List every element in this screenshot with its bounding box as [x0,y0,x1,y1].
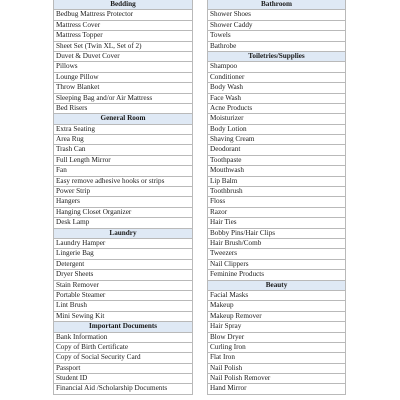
checklist-item-label: Flat Iron [210,353,235,362]
checklist-item [54,52,192,62]
checklist-item-label: Tweezers [210,249,238,258]
checklist-item-label: Facial Masks [210,290,249,299]
checklist-item [208,343,345,353]
checklist-item-label: Lip Balm [210,176,238,185]
checklist-item [208,239,345,249]
checklist-item [208,270,345,280]
checklist-item [208,62,345,72]
section-header-bedding: Bedding [54,0,192,10]
checklist-item [208,10,345,20]
checklist-item [54,21,192,31]
checklist-item-label: Mouthwash [210,166,244,175]
checklist-item [208,104,345,114]
checklist-item-label: Easy remove adhesive hooks or strips [56,176,165,185]
checklist-item [54,94,192,104]
checklist-item-label: Mattress Topper [56,31,103,40]
checklist-item [54,197,192,207]
checklist-item-label: Detergent [56,259,85,268]
checklist-item [208,374,345,384]
checklist-item [208,177,345,187]
checklist-item [208,260,345,270]
checklist-item-label: Nail Polish [210,363,243,372]
checklist-item [54,270,192,280]
section-header-toiletries-supplies: Toiletries/Supplies [208,52,345,62]
checklist-item-label: Duvet & Duvet Cover [56,51,120,60]
checklist-item [208,156,345,166]
checklist-item [54,364,192,374]
checklist-item-label: Bathrobe [210,41,237,50]
checklist-item [54,187,192,197]
checklist-item [54,73,192,83]
checklist-item-label: Laundry Hamper [56,238,106,247]
checklist-item-label: Curling Iron [210,342,246,351]
checklist-item-label: Body Wash [210,83,244,92]
checklist-item [54,10,192,20]
checklist-item-label: Portable Steamer [56,290,106,299]
checklist-item-label: Lingerie Bag [56,249,94,258]
checklist-item-label: Hair Spray [210,322,242,331]
checklist-item [54,333,192,343]
left-column [53,0,193,395]
checklist-item [54,31,192,41]
checklist-item [54,208,192,218]
checklist-item [54,125,192,135]
checklist-item [54,291,192,301]
checklist-item-label: Stain Remover [56,280,99,289]
checklist-item [54,239,192,249]
checklist-item-label: Nail Polish Remover [210,374,271,383]
checklist-item-label: Lounge Pillow [56,72,99,81]
checklist-item [54,177,192,187]
checklist-item [54,374,192,384]
checklist-item-label: Conditioner [210,72,245,81]
checklist-item-label: Acne Products [210,103,253,112]
checklist-item-label: Sheet Set (Twin XL, Set of 2) [56,41,142,50]
checklist-item-label: Nail Clippers [210,259,249,268]
checklist-item [54,83,192,93]
checklist-item [54,312,192,322]
checklist-item [208,322,345,332]
checklist-item [208,166,345,176]
checklist-item-label: Sleeping Bag and/or Air Mattress [56,93,153,102]
checklist-item-label: Deodorant [210,145,241,154]
checklist-item-label: Power Strip [56,187,91,196]
checklist-item [208,249,345,259]
checklist-item-label: Moisturizer [210,114,244,123]
checklist-item [208,187,345,197]
checklist-item-label: Razor [210,207,228,216]
checklist-item [208,218,345,228]
checklist-item-label: Trash Can [56,145,86,154]
checklist-item-label: Dryer Sheets [56,270,94,279]
checklist-item [208,94,345,104]
checklist-item [208,333,345,343]
section-header-general-room: General Room [54,114,192,124]
checklist-item-label: Extra Seating [56,124,95,133]
checklist-item [54,62,192,72]
checklist-item [54,353,192,363]
checklist-item-label: Mini Sewing Kit [56,311,105,320]
checklist-item [208,145,345,155]
checklist-item [54,166,192,176]
checklist-item-label: Mattress Cover [56,20,101,29]
checklist-item [54,260,192,270]
checklist-item-label: Makeup [210,301,234,310]
checklist-item-label: Bed Risers [56,103,88,112]
checklist-item-label: Financial Aid /Scholarship Documents [56,384,168,393]
checklist-item-label: Area Rug [56,135,84,144]
checklist-item [54,218,192,228]
section-header-laundry: Laundry [54,229,192,239]
checklist-item-label: Student ID [56,374,88,383]
checklist-item [208,31,345,41]
checklist-item [208,291,345,301]
right-column [207,0,346,395]
checklist-item [208,114,345,124]
checklist-item-label: Hangers [56,197,80,206]
checklist-item [54,104,192,114]
checklist-item-label: Pillows [56,62,78,71]
checklist-item [208,21,345,31]
checklist-item-label: Shampoo [210,62,238,71]
checklist-item-label: Throw Blanket [56,83,100,92]
checklist-item [208,208,345,218]
checklist-item-label: Passport [56,363,81,372]
checklist-item [54,145,192,155]
checklist-item [208,364,345,374]
checklist-item-label: Body Lotion [210,124,247,133]
checklist-item-label: Shower Shoes [210,10,251,19]
checklist-item-label: Makeup Remover [210,311,262,320]
checklist-item [208,384,345,394]
checklist-item [208,135,345,145]
checklist-item [54,156,192,166]
checklist-item-label: Lint Brush [56,301,87,310]
section-header-beauty: Beauty [208,281,345,291]
checklist-item [54,301,192,311]
checklist-item [208,197,345,207]
checklist-item-label: Copy of Social Security Card [56,353,141,362]
checklist-item [54,249,192,259]
checklist-item-label: Hair Ties [210,218,237,227]
checklist-item [208,125,345,135]
checklist-item [208,83,345,93]
checklist-item-label: Desk Lamp [56,218,90,227]
checklist-item-label: Full Length Mirror [56,155,111,164]
checklist-item [208,353,345,363]
checklist-item-label: Toothpaste [210,155,242,164]
checklist-item-label: Face Wash [210,93,242,102]
checklist-item [54,343,192,353]
checklist-item-label: Hanging Closet Organizer [56,207,132,216]
checklist-item-label: Towels [210,31,231,40]
checklist-item-label: Bedbug Mattress Protector [56,10,134,19]
section-header-important-documents: Important Documents [54,322,192,332]
checklist-item-label: Bank Information [56,332,108,341]
checklist-item-label: Floss [210,197,226,206]
checklist-item [54,135,192,145]
checklist-item-label: Copy of Birth Certificate [56,342,129,351]
checklist-item [208,229,345,239]
checklist-item [54,42,192,52]
checklist-item-label: Shaving Cream [210,135,255,144]
checklist-item-label: Hair Brush/Comb [210,238,262,247]
checklist-item [208,312,345,322]
checklist-item [208,73,345,83]
checklist-item [54,281,192,291]
checklist-item-label: Bobby Pins/Hair Clips [210,228,276,237]
checklist-item [208,42,345,52]
checklist-item-label: Feminine Products [210,270,265,279]
checklist-item-label: Shower Caddy [210,20,253,29]
checklist-item [208,301,345,311]
checklist-item [54,384,192,394]
checklist-item-label: Blow Dryer [210,332,245,341]
checklist-item-label: Fan [56,166,67,175]
section-header-bathroom: Bathroom [208,0,345,10]
checklist-item-label: Hand Mirror [210,384,247,393]
checklist-item-label: Toothbrush [210,187,243,196]
